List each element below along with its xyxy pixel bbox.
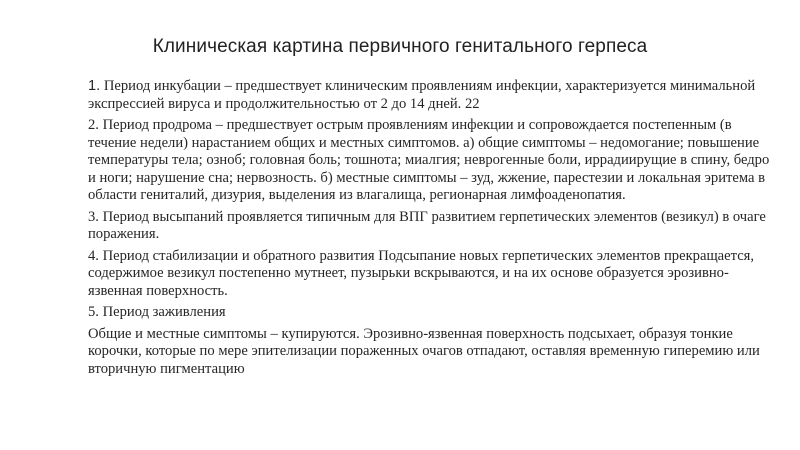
paragraph-healing: Общие и местные симптомы – купируются. Эрозивно-язвенная поверхность подсыхает, образуя тонкие корочки, которые по мере эпителизации пораженных очагов отпадают, оставляя временную гиперемию или вторичную пигментацию [88, 325, 760, 377]
paragraph-healing-heading: 5. Период заживления [88, 304, 226, 320]
paragraph-stabilization: 4. Период стабилизации и обратного развития Подсыпание новых герпетических элементов прекращается, содержимое везикул постепенно мутнеет, пузырьки вскрываются, и на их основе образуется эрозивно-язвенная поверхность. [88, 247, 755, 299]
paragraph-text: Период инкубации – предшествует клиническим проявлениям инфекции, характеризуется минимальной экспрессией вируса и продолжительностью от 2 до 14 дней. 22 [88, 78, 756, 112]
paragraph-incubation [88, 78, 778, 113]
slide-body [88, 78, 778, 382]
slide-title: Клиническая картина первичного генитального герпеса [152, 36, 648, 57]
paragraph-prodrome: 2. Период продрома – предшествует острым проявлениям инфекции и сопровождается постепенным (в течение недели) нарастанием общих и местных симптомов. а) общие симптомы – недомогание; повышение температуры тела; озноб; головная боль; тошнота; миалгия; неврогенные боли, иррадиирущие в спину, бедро и ноги; нарушение сна; нервозность. б) местные симптомы – зуд, жжение, парестезии и локальная эритема в области гениталий, дизурия, выделения из влагалища, регионарная лимфоаденопатия. [88, 117, 770, 203]
paragraph-eruption: 3. Период высыпаний проявляется типичным для ВПГ развитием герпетических элементов (везикул) в очаге поражения. [88, 208, 766, 242]
paragraph-number: 1. [88, 78, 101, 94]
